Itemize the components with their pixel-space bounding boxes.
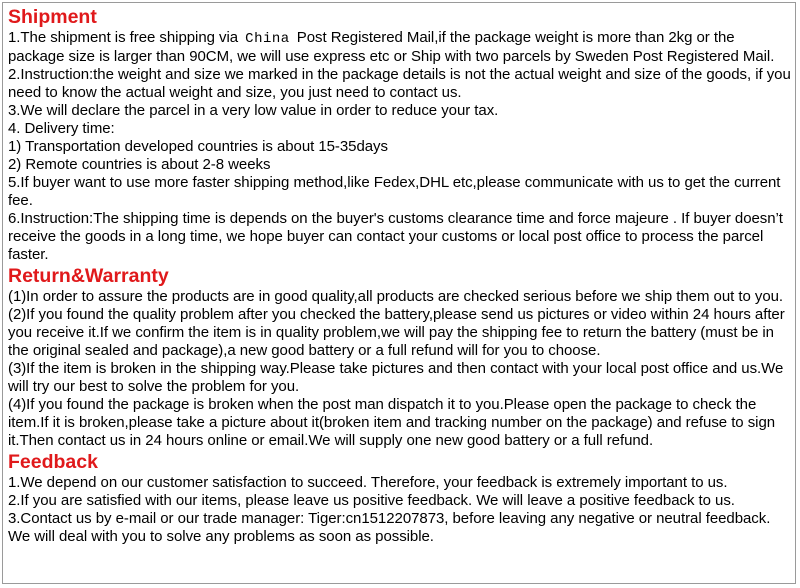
shipment-item-4: 4. Delivery time: — [8, 120, 115, 137]
shipment-item-6: 6.Instruction:The shipping time is depends on the buyer's customs clearance time and force majeure . If buyer doesn’t receive the goods in a long time, we hope buyer can contact your customs or local post office to process the parcel faster. — [8, 210, 783, 263]
return-warranty-heading: Return&Warranty — [8, 265, 169, 287]
shipment-item-2: 2.Instruction:the weight and size we marked in the package details is not the actual weight and size of the goods, if you need to know the actual weight and size, you just need to contact us. — [8, 66, 791, 101]
shipment-item-3: 3.We will declare the parcel in a very low value in order to reduce your tax. — [8, 102, 499, 119]
shipment-item-1 — [8, 29, 792, 66]
feedback-section — [8, 450, 792, 546]
shipment-item-4-sub-2: 2) Remote countries is about 2-8 weeks — [8, 156, 271, 173]
feedback-item-1: 1.We depend on our customer satisfaction to succeed. Therefore, your feedback is extremely important to us. — [8, 474, 728, 491]
return-warranty-item-4: (4)If you found the package is broken when the post man dispatch it to you.Please open the package to check the item.If it is broken,please take a picture about it(broken item and tracking number on the package) and refuse to sign it.Then contact us in 24 hours online or email.We will supply one new good battery or a full refund. — [8, 396, 776, 449]
shipment-item-5: 5.If buyer want to use more faster shipping method,like Fedex,DHL etc,please communicate with us to get the current fee. — [8, 174, 781, 209]
feedback-heading: Feedback — [8, 451, 98, 473]
shipment-item-1-china: China — [245, 31, 290, 47]
return-warranty-section — [8, 264, 792, 450]
shipment-item-1-pre: 1.The shipment is free shipping via — [8, 29, 243, 46]
shipment-section — [8, 5, 792, 264]
feedback-item-2: 2.If you are satisfied with our items, please leave us positive feedback. We will leave a positive feedback to us. — [8, 492, 735, 509]
return-warranty-item-2: (2)If you found the quality problem after you checked the battery,please send us pictures or video within 24 hours after you receive it.If we confirm the item is in quality problem,we will pay the shipping fee to return the battery (must be in the original sealed and package),a new good battery or a full refund will for you to choose. — [8, 306, 785, 359]
return-warranty-item-3: (3)If the item is broken in the shipping way.Please take pictures and then contact with your local post office and us.We will try our best to solve the problem for you. — [8, 360, 784, 395]
shipment-item-1-post: Post Registered Mail,if the package weight is more than 2kg or the package size is larger than 90CM, we will use express etc or Ship with two parcels by Sweden Post Registered Mail. — [8, 29, 775, 65]
shipment-item-4-sub-1: 1) Transportation developed countries is about 15-35days — [8, 138, 388, 155]
shipment-heading: Shipment — [8, 6, 97, 28]
policy-document — [8, 5, 792, 546]
return-warranty-item-1: (1)In order to assure the products are in good quality,all products are checked serious before we ship them out to you. — [8, 288, 784, 305]
feedback-item-3: 3.Contact us by e-mail or our trade manager: Tiger:cn1512207873, before leaving any negative or neutral feedback. We will deal with you to solve any problems as soon as possible. — [8, 510, 771, 545]
